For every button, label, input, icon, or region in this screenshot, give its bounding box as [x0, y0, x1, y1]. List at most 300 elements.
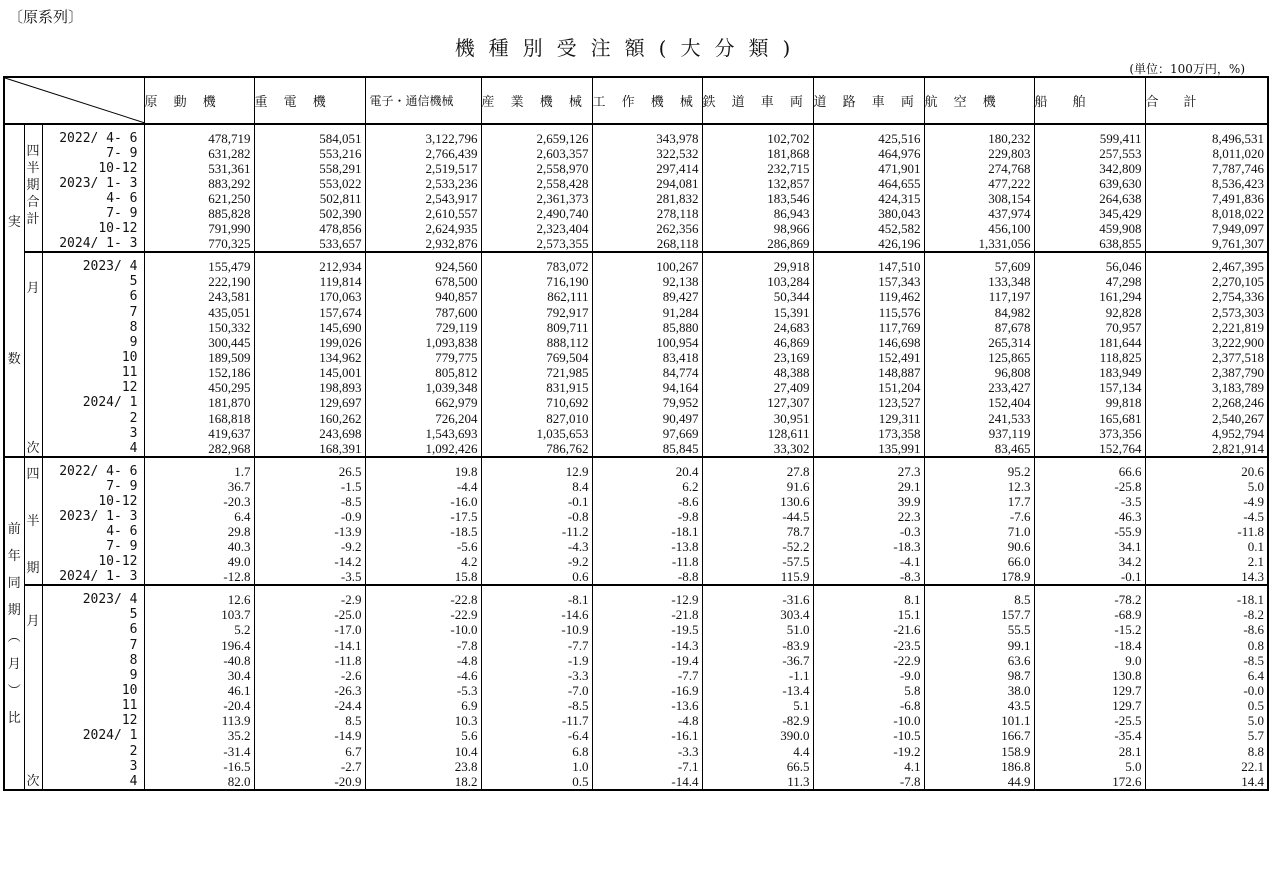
value-cell: 113.9	[144, 713, 254, 728]
value-cell: -0.1	[1034, 569, 1145, 585]
value-cell: 130.8	[1034, 668, 1145, 683]
value-cell: 22.1	[1145, 759, 1268, 774]
table-row	[4, 698, 1268, 713]
value-cell: 5.2	[144, 622, 254, 637]
period-label: 7- 9	[106, 146, 138, 161]
value-cell: 101.1	[924, 713, 1034, 728]
value-cell: 437,974	[924, 206, 1034, 221]
value-cell: 102,702	[702, 124, 813, 146]
group-label-char: ︶	[7, 683, 21, 699]
col-header: 航 空 機	[924, 77, 1034, 124]
value-cell: -22.9	[365, 607, 481, 622]
value-cell: 173,358	[813, 426, 924, 441]
value-cell: -83.9	[702, 637, 813, 652]
value-cell: 26.5	[254, 457, 365, 479]
value-cell: 885,828	[144, 206, 254, 221]
value-cell: 14.3	[1145, 569, 1268, 585]
value-cell: -0.8	[481, 509, 592, 524]
value-cell: 49.0	[144, 554, 254, 569]
value-cell: 15.1	[813, 607, 924, 622]
value-cell: 862,111	[481, 289, 592, 304]
value-cell: 55.5	[924, 622, 1034, 637]
period-label: 4	[129, 440, 138, 456]
table-row	[4, 410, 1268, 425]
period-label: 12	[121, 713, 138, 729]
value-cell: -21.8	[592, 607, 702, 622]
value-cell: -11.8	[1145, 524, 1268, 539]
col-header: 合 計	[1145, 77, 1268, 124]
value-cell: 103,284	[702, 274, 813, 289]
value-cell: 2.1	[1145, 554, 1268, 569]
value-cell: -8.5	[254, 494, 365, 509]
value-cell: 888,112	[481, 335, 592, 350]
value-cell: 638,855	[1034, 236, 1145, 252]
table-row	[4, 221, 1268, 236]
value-cell: 96,808	[924, 365, 1034, 380]
value-cell: -6.8	[813, 698, 924, 713]
value-cell: 129,697	[254, 395, 365, 410]
value-cell: 553,216	[254, 146, 365, 161]
value-cell: -5.3	[365, 683, 481, 698]
value-cell: -4.5	[1145, 509, 1268, 524]
value-cell: 345,429	[1034, 206, 1145, 221]
group-label-char: 月	[26, 614, 40, 629]
value-cell: 90,497	[592, 410, 702, 425]
value-cell: 28.1	[1034, 743, 1145, 758]
value-cell: -17.0	[254, 622, 365, 637]
value-cell: -4.8	[592, 713, 702, 728]
value-cell: 424,315	[813, 191, 924, 206]
value-cell: -13.9	[254, 524, 365, 539]
value-cell: 186.8	[924, 759, 1034, 774]
value-cell: -21.6	[813, 622, 924, 637]
value-cell: -44.5	[702, 509, 813, 524]
value-cell: 66.6	[1034, 457, 1145, 479]
value-cell: -8.3	[813, 569, 924, 585]
period-label: 10	[121, 349, 138, 365]
value-cell: -20.3	[144, 494, 254, 509]
value-cell: 342,809	[1034, 161, 1145, 176]
value-cell: 97,669	[592, 426, 702, 441]
period-label: 2024/ 1- 3	[59, 236, 138, 251]
value-cell: 115,576	[813, 304, 924, 319]
value-cell: -31.6	[702, 585, 813, 607]
value-cell: 257,553	[1034, 146, 1145, 161]
table-row	[4, 622, 1268, 637]
table-row	[4, 759, 1268, 774]
period-label: 4- 6	[106, 191, 138, 206]
table-row	[4, 509, 1268, 524]
value-cell: -9.8	[592, 509, 702, 524]
col-header: 道 路 車 両	[813, 77, 924, 124]
value-cell: 2,932,876	[365, 236, 481, 252]
value-cell: -22.9	[813, 653, 924, 668]
value-cell: 119,462	[813, 289, 924, 304]
period-label: 11	[121, 698, 138, 714]
table-row	[4, 569, 1268, 585]
value-cell: -10.0	[813, 713, 924, 728]
value-cell: 23.8	[365, 759, 481, 774]
value-cell: 129,311	[813, 410, 924, 425]
value-cell: 33,302	[702, 441, 813, 457]
period-label: 2	[129, 743, 138, 759]
period-label: 10	[121, 682, 138, 698]
value-cell: -8.5	[481, 698, 592, 713]
value-cell: 152,186	[144, 365, 254, 380]
value-cell: 27.8	[702, 457, 813, 479]
value-cell: 300,445	[144, 335, 254, 350]
value-cell: 98.7	[924, 668, 1034, 683]
value-cell: -13.6	[592, 698, 702, 713]
table-row	[4, 236, 1268, 252]
value-cell: 157,343	[813, 274, 924, 289]
value-cell: 478,719	[144, 124, 254, 146]
table-row	[4, 607, 1268, 622]
value-cell: -4.8	[365, 653, 481, 668]
value-cell: 502,811	[254, 191, 365, 206]
value-cell: 8,018,022	[1145, 206, 1268, 221]
value-cell: 2,323,404	[481, 221, 592, 236]
value-cell: 12.9	[481, 457, 592, 479]
value-cell: 87,678	[924, 320, 1034, 335]
value-cell: 531,361	[144, 161, 254, 176]
value-cell: 166.7	[924, 728, 1034, 743]
value-cell: 95.2	[924, 457, 1034, 479]
value-cell: -55.9	[1034, 524, 1145, 539]
value-cell: -3.3	[481, 668, 592, 683]
value-cell: 343,978	[592, 124, 702, 146]
table-row	[4, 176, 1268, 191]
value-cell: 183,949	[1034, 365, 1145, 380]
value-cell: -8.8	[592, 569, 702, 585]
table-row	[4, 524, 1268, 539]
value-cell: 148,887	[813, 365, 924, 380]
value-cell: 196.4	[144, 637, 254, 652]
value-cell: -19.5	[592, 622, 702, 637]
value-cell: 599,411	[1034, 124, 1145, 146]
value-cell: 7,949,097	[1145, 221, 1268, 236]
period-label: 2024/ 1- 3	[59, 569, 138, 584]
value-cell: 229,803	[924, 146, 1034, 161]
value-cell: 937,119	[924, 426, 1034, 441]
value-cell: 146,698	[813, 335, 924, 350]
value-cell: 308,154	[924, 191, 1034, 206]
value-cell: 157,674	[254, 304, 365, 319]
value-cell: 584,051	[254, 124, 365, 146]
value-cell: 2,558,428	[481, 176, 592, 191]
value-cell: 265,314	[924, 335, 1034, 350]
value-cell: 558,291	[254, 161, 365, 176]
value-cell: 4,952,794	[1145, 426, 1268, 441]
period-label: 2023/ 4	[42, 252, 144, 274]
period-label: 3	[129, 425, 138, 441]
value-cell: -7.8	[365, 637, 481, 652]
table-row	[4, 274, 1268, 289]
value-cell: 18.2	[365, 774, 481, 790]
value-cell: 117,769	[813, 320, 924, 335]
value-cell: 2,573,355	[481, 236, 592, 252]
value-cell: 2,533,236	[365, 176, 481, 191]
value-cell: -26.3	[254, 683, 365, 698]
value-cell: 170,063	[254, 289, 365, 304]
value-cell: 158.9	[924, 743, 1034, 758]
value-cell: -18.3	[813, 539, 924, 554]
value-cell: 181,644	[1034, 335, 1145, 350]
table-row	[4, 206, 1268, 221]
value-cell: -7.0	[481, 683, 592, 698]
value-cell: 2,361,373	[481, 191, 592, 206]
value-cell: 779,775	[365, 350, 481, 365]
value-cell: -14.1	[254, 637, 365, 652]
value-cell: -18.4	[1034, 637, 1145, 652]
value-cell: 90.6	[924, 539, 1034, 554]
value-cell: 502,390	[254, 206, 365, 221]
value-cell: 135,991	[813, 441, 924, 457]
value-cell: 165,681	[1034, 410, 1145, 425]
value-cell: 152,764	[1034, 441, 1145, 457]
value-cell: 5.0	[1034, 759, 1145, 774]
value-cell: 426,196	[813, 236, 924, 252]
value-cell: 152,491	[813, 350, 924, 365]
value-cell: 8.4	[481, 479, 592, 494]
value-cell: 425,516	[813, 124, 924, 146]
table-row	[4, 713, 1268, 728]
value-cell: 6.2	[592, 479, 702, 494]
value-cell: 85,880	[592, 320, 702, 335]
value-cell: -3.5	[254, 569, 365, 585]
value-cell: 662,979	[365, 395, 481, 410]
value-cell: -22.8	[365, 585, 481, 607]
value-cell: 70,957	[1034, 320, 1145, 335]
table-row	[4, 494, 1268, 509]
value-cell: 19.8	[365, 457, 481, 479]
value-cell: 456,100	[924, 221, 1034, 236]
period-label: 10-12	[98, 494, 138, 509]
value-cell: 726,204	[365, 410, 481, 425]
value-cell: 0.6	[481, 569, 592, 585]
col-header: 産 業 機 械	[481, 77, 592, 124]
value-cell: 85,845	[592, 441, 702, 457]
value-cell: 8,536,423	[1145, 176, 1268, 191]
value-cell: 0.5	[481, 774, 592, 790]
value-cell: -14.3	[592, 637, 702, 652]
value-cell: 464,655	[813, 176, 924, 191]
value-cell: 710,692	[481, 395, 592, 410]
value-cell: 2,540,267	[1145, 410, 1268, 425]
value-cell: 924,560	[365, 252, 481, 274]
value-cell: 2,754,336	[1145, 289, 1268, 304]
value-cell: -8.1	[481, 585, 592, 607]
value-cell: 8.8	[1145, 743, 1268, 758]
value-cell: 6.4	[144, 509, 254, 524]
value-cell: 477,222	[924, 176, 1034, 191]
value-cell: -14.6	[481, 607, 592, 622]
value-cell: 161,294	[1034, 289, 1145, 304]
value-cell: 152,404	[924, 395, 1034, 410]
value-cell: 157,134	[1034, 380, 1145, 395]
table-row	[4, 479, 1268, 494]
value-cell: -2.9	[254, 585, 365, 607]
value-cell: 66.0	[924, 554, 1034, 569]
value-cell: 40.3	[144, 539, 254, 554]
value-cell: 8.1	[813, 585, 924, 607]
table-row	[4, 350, 1268, 365]
value-cell: 134,962	[254, 350, 365, 365]
value-cell: -17.5	[365, 509, 481, 524]
value-cell: -23.5	[813, 637, 924, 652]
value-cell: -6.4	[481, 728, 592, 743]
value-cell: -1.9	[481, 653, 592, 668]
table-row	[4, 124, 1268, 146]
value-cell: 2,766,439	[365, 146, 481, 161]
value-cell: 46.1	[144, 683, 254, 698]
value-cell: 71.0	[924, 524, 1034, 539]
value-cell: -1.1	[702, 668, 813, 683]
value-cell: -20.9	[254, 774, 365, 790]
value-cell: 2,821,914	[1145, 441, 1268, 457]
value-cell: 145,001	[254, 365, 365, 380]
col-header: 重 電 機	[254, 77, 365, 124]
value-cell: 66.5	[702, 759, 813, 774]
value-cell: -8.5	[1145, 653, 1268, 668]
table-row	[4, 637, 1268, 652]
value-cell: 6.9	[365, 698, 481, 713]
value-cell: 4.1	[813, 759, 924, 774]
value-cell: -9.2	[254, 539, 365, 554]
value-cell: 12.6	[144, 585, 254, 607]
period-label: 7- 9	[106, 479, 138, 494]
value-cell: 29,918	[702, 252, 813, 274]
value-cell: 1,035,653	[481, 426, 592, 441]
group-label-yoy	[4, 457, 24, 790]
period-label: 8	[129, 319, 138, 335]
value-cell: 390.0	[702, 728, 813, 743]
table-row	[4, 457, 1268, 479]
document-title: 機種別受注額(大分類)	[454, 36, 805, 60]
value-cell: 51.0	[702, 622, 813, 637]
table-row	[4, 320, 1268, 335]
value-cell: 189,509	[144, 350, 254, 365]
value-cell: 119,814	[254, 274, 365, 289]
value-cell: 8,496,531	[1145, 124, 1268, 146]
period-label: 2022/ 4- 6	[42, 457, 144, 479]
value-cell: -7.7	[481, 637, 592, 652]
value-cell: 115.9	[702, 569, 813, 585]
value-cell: 183,546	[702, 191, 813, 206]
value-cell: 123,527	[813, 395, 924, 410]
value-cell: 43.5	[924, 698, 1034, 713]
value-cell: 168,391	[254, 441, 365, 457]
table-row	[4, 146, 1268, 161]
value-cell: 23,169	[702, 350, 813, 365]
value-cell: 5.8	[813, 683, 924, 698]
value-cell: 35.2	[144, 728, 254, 743]
value-cell: 29.1	[813, 479, 924, 494]
value-cell: 6.4	[1145, 668, 1268, 683]
period-label: 6	[129, 289, 138, 305]
value-cell: 2,573,303	[1145, 304, 1268, 319]
value-cell: 181,870	[144, 395, 254, 410]
value-cell: 9,761,307	[1145, 236, 1268, 252]
period-label: 10-12	[98, 221, 138, 236]
value-cell: 84,982	[924, 304, 1034, 319]
period-label: 10-12	[98, 161, 138, 176]
value-cell: 10.4	[365, 743, 481, 758]
group-label-char: 同	[7, 575, 21, 591]
value-cell: 48,388	[702, 365, 813, 380]
table-row	[4, 252, 1268, 274]
period-label: 5	[129, 274, 138, 290]
table-row	[4, 380, 1268, 395]
value-cell: 1.7	[144, 457, 254, 479]
table-body	[4, 124, 1268, 790]
value-cell: -0.1	[481, 494, 592, 509]
period-label: 7	[129, 637, 138, 653]
value-cell: 1,039,348	[365, 380, 481, 395]
period-label: 7- 9	[106, 539, 138, 554]
period-label: 3	[129, 758, 138, 774]
value-cell: 15,391	[702, 304, 813, 319]
table-row	[4, 395, 1268, 410]
value-cell: 94,164	[592, 380, 702, 395]
group-label-char: 実	[7, 214, 21, 230]
value-cell: 1,543,693	[365, 426, 481, 441]
value-cell: 160,262	[254, 410, 365, 425]
period-label: 5	[129, 607, 138, 623]
group-label-char: 期	[26, 178, 40, 193]
period-label: 7	[129, 304, 138, 320]
value-cell: -8.6	[592, 494, 702, 509]
group-label-char: 期	[26, 560, 40, 576]
value-cell: 212,934	[254, 252, 365, 274]
period-label: 2024/ 1	[82, 728, 138, 744]
value-cell: -4.4	[365, 479, 481, 494]
value-cell: 729,119	[365, 320, 481, 335]
value-cell: -19.2	[813, 743, 924, 758]
value-cell: 2,610,557	[365, 206, 481, 221]
value-cell: 17.7	[924, 494, 1034, 509]
sub-group-label	[24, 457, 42, 585]
value-cell: 83,418	[592, 350, 702, 365]
value-cell: 39.9	[813, 494, 924, 509]
value-cell: 8,011,020	[1145, 146, 1268, 161]
value-cell: 883,292	[144, 176, 254, 191]
value-cell: 303.4	[702, 607, 813, 622]
value-cell: 478,856	[254, 221, 365, 236]
table-row	[4, 289, 1268, 304]
value-cell: -36.7	[702, 653, 813, 668]
value-cell: 145,690	[254, 320, 365, 335]
group-label-char: 年	[7, 548, 21, 564]
value-cell: -19.4	[592, 653, 702, 668]
value-cell: 155,479	[144, 252, 254, 274]
group-label-char: 合	[26, 195, 40, 210]
value-cell: 181,868	[702, 146, 813, 161]
value-cell: 322,532	[592, 146, 702, 161]
value-cell: 99.1	[924, 637, 1034, 652]
table-row	[4, 668, 1268, 683]
value-cell: 127,307	[702, 395, 813, 410]
table-row	[4, 161, 1268, 176]
period-label: 2023/ 4	[42, 585, 144, 607]
value-cell: 770,325	[144, 236, 254, 252]
value-cell: -78.2	[1034, 585, 1145, 607]
table-row	[4, 426, 1268, 441]
value-cell: 2,221,819	[1145, 320, 1268, 335]
series-label: 〔原系列〕	[8, 8, 84, 26]
value-cell: 639,630	[1034, 176, 1145, 191]
value-cell: -57.5	[702, 554, 813, 569]
